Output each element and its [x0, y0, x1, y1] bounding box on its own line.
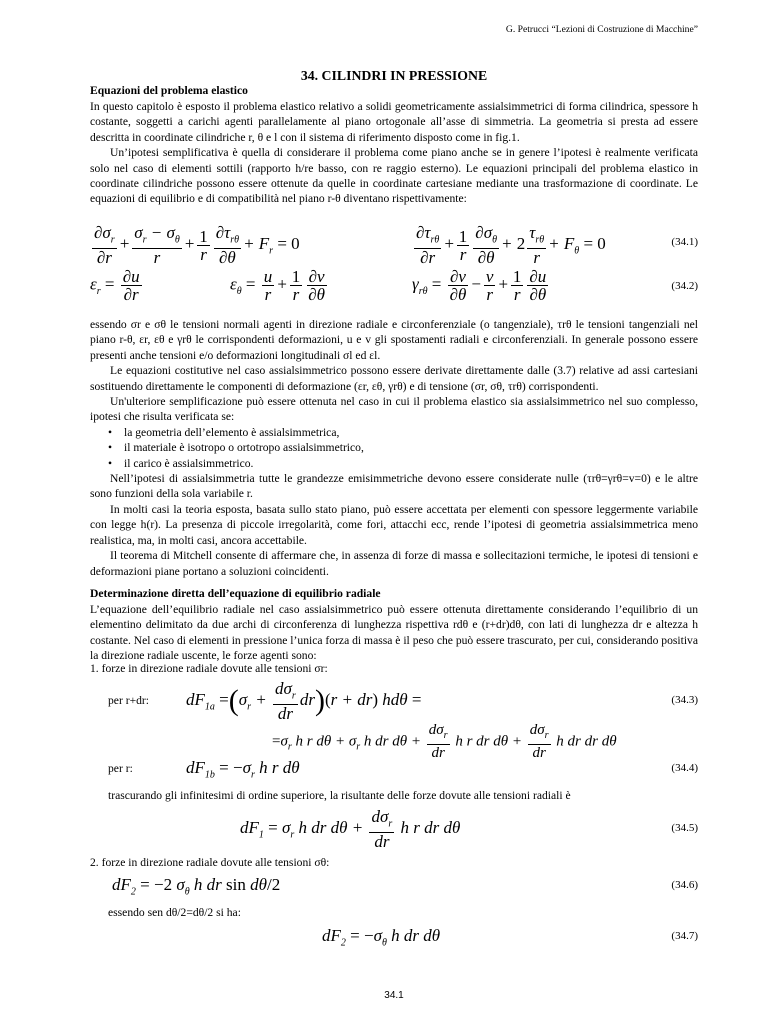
equation-34-6-body: $dF_2 = -2$ $\sigma_\theta$ h dr sin dθ/2 [112, 875, 281, 898]
equation-number: (34.2) [671, 280, 698, 292]
equation-34-3-line1: $dF_{1a} =(\sigma_r$ + $\frac{d\sigma_r}{dr}$ dr)(r + dr) hdθ = [186, 679, 422, 724]
label-r: per r: [108, 762, 133, 775]
equation-number: (34.7) [671, 930, 698, 942]
note-higher-order: trascurando gli infinitesimi di ordine superiore, la risultante delle forze dovute alle tensioni radiali è [108, 789, 571, 802]
paragraph-3: essendo σr e σθ le tensioni normali agenti in direzione radiale e circonferenziale (o tangenziale), τrθ le tensioni tangenziali nel piano r-θ, εr, εθ e γrθ le corrispondenti deformazioni, u e v gli spostamenti radiali e circonferenziali. In generale possono essere presenti anche tensioni e/o deformazioni longitudinali σl ed εl. [90, 318, 698, 362]
equation-34-5 [90, 808, 698, 850]
paragraph-radial: L’equazione dell’equilibrio radiale nel caso assialsimmetrico può essere ottenuta direttamente considerando l’equilibrio di un elementino delimitato da due archi di circonferenza di lunghezza rispettiva rdθ e (r+dr)dθ, con lati di lunghezza dr e altezza h costante. Nel caso di elementi in pressione l’unica forza di massa è il peso che può essere trascurato, per cui, considerando positiva la direzione radiale uscente, le forze agenti sono: [90, 603, 698, 663]
equation-34-2-strain-r: $\varepsilon_r$ = $\frac{\partial u}{\partial r}$ [90, 267, 140, 304]
equation-34-5-body: $dF_1 = \sigma_r$ h dr dθ + $\frac{d\sigma_r}{dr}$ h r dr dθ [240, 807, 461, 852]
document-page [90, 0, 698, 1024]
list-item: • la geometria dell’elemento è assialsimmetrica, [90, 425, 698, 440]
section-heading-elastic: Equazioni del problema elastico [90, 84, 248, 97]
equation-34-2 [90, 268, 698, 308]
chapter-title: 34. CILINDRI IN PRESSIONE [300, 68, 488, 83]
paragraph-intro [90, 99, 698, 207]
equation-34-1-left: $\frac{\partial\sigma_r}{\partial r}$ + $\frac{\sigma_r - \sigma_\theta}{r}$ + $\frac{1}{r}$ $\frac{\partial\tau_{r\theta}}{\partial\theta}$ + $F_r = 0$ [94, 223, 300, 268]
paragraph-body [90, 317, 698, 579]
paragraph-4: Le equazioni costitutive nel caso assialsimmetrico possono essere derivate direttamente dalle (3.7) relative ad assi cartesiani sostituendo direttamente le componenti di deformazione (εr, εθ, γrθ) e di tensione (σr, σθ, τrθ) corrispondenti. [90, 364, 698, 393]
running-header: G. Petrucci “Lezioni di Costruzione di Macchine” [505, 24, 698, 35]
equation-34-1 [90, 223, 698, 268]
label-r-plus-dr: per r+dr: [108, 694, 149, 707]
list-item-2: 2. forze in direzione radiale dovute alle tensioni σθ: [90, 856, 330, 869]
equation-34-2-strain-theta: $\varepsilon_\theta$ = $\frac{u}{r}$ + $\frac{1}{r}$ $\frac{\partial v}{\partial\theta}$ [230, 267, 325, 304]
list-item: • il materiale è isotropo o ortotropo assialsimmetrico, [90, 440, 698, 455]
equation-34-3-line2: $=\sigma_r$ h r $d\theta + \sigma_r$ h dr dθ + $\frac{d\sigma_r}{dr}$ h r dr dθ + $\frac{d\sigma_r}{dr}$ h dr dr dθ [272, 722, 617, 761]
equation-34-4-body: $dF_{1b} = -\sigma_r$ h r dθ [186, 758, 300, 781]
equation-number: (34.4) [671, 762, 698, 774]
paragraph-8: Il teorema di Mitchell consente di affermare che, in assenza di forze di massa e sollecitazioni termiche, le ipotesi di tensioni e deformazioni piane portano a soluzioni coincidenti. [90, 549, 698, 578]
paragraph-5: Un'ulteriore semplificazione può essere ottenuta nel caso in cui il problema elastico sia assialsimmetrico nel suo complesso, ipotesi che risulta verificata se: [90, 395, 698, 424]
section-heading-radial: Determinazione diretta dell’equazione di equilibrio radiale [90, 587, 381, 600]
hypothesis-list [90, 425, 698, 471]
equation-34-3 [90, 680, 698, 724]
list-item: • il carico è assialsimmetrico. [90, 456, 698, 471]
note-small-angle: essendo sen dθ/2=dθ/2 si ha: [108, 906, 241, 919]
paragraph-6: Nell’ipotesi di assialsimmetria tutte le grandezze emisimmetriche devono essere considerate nulle (τrθ=γrθ=v=0) e le altre sono funzioni della sola variabile r. [90, 472, 698, 501]
paragraph-1: In questo capitolo è esposto il problema elastico relativo a solidi geometricamente assialsimmetrici di forma cilindrica, spessore h costante, soggetti a carichi agenti parallelamente al piano ortogonale all’asse di simmetria. La geometria si presta ad essere descritta in coordinate cilindriche r, θ e l con il sistema di riferimento disposto come in fig.1. [90, 100, 698, 144]
equation-34-7-body: $dF_2 = -\sigma_\theta$ h dr dθ [322, 926, 441, 949]
equation-34-7 [90, 926, 698, 950]
equation-number: (34.1) [671, 236, 698, 248]
list-item-1: 1. forze in direzione radiale dovute alle tensioni σr: [90, 662, 328, 675]
equation-34-2-shear: $\gamma_{r\theta}$ = $\frac{\partial v}{\partial\theta}$ − $\frac{v}{r}$ + $\frac{1}{r}$ $\frac{\partial u}{\partial\theta}$ [412, 267, 547, 304]
equation-number: (34.3) [671, 694, 698, 706]
page-number: 34.1 [384, 990, 404, 1001]
equation-number: (34.6) [671, 879, 698, 891]
equation-number: (34.5) [671, 822, 698, 834]
paragraph-7: In molti casi la teoria esposta, basata sullo stato piano, può essere accettata per elementi con spessore leggermente variabile con legge h(r). La presenza di piccole irregolarità, come fori, attacchi ecc, rende l’ipotesi di geometria assialsimmetrica meno realistica, ma, in molti casi, ancora accettabile. [90, 502, 698, 547]
equation-34-1-right: $\frac{\partial\tau_{r\theta}}{\partial r}$ + $\frac{1}{r}$ $\frac{\partial\sigma_\theta}{\partial\theta}$ + 2 $\frac{\tau_{r\theta}}{r}$ + $F_\theta = 0$ [416, 223, 606, 268]
equation-34-4 [90, 758, 698, 782]
equation-34-6 [90, 875, 698, 899]
paragraph-2: Un’ipotesi semplificativa è quella di considerare il problema come piano anche se in genere l’ipotesi è realmente verificata solo nel caso di elementi sottili (rapporto h/re basso, con re raggio esterno). Le equazioni principali del problema elastico in coordinate cilindriche possono essere ottenute da quelle in coordinate cartesiane mediante una trasformazione di coordinate. Le equazioni di equilibrio e di compatibilità nel piano r-θ diventano rispettivamente: [90, 146, 698, 206]
